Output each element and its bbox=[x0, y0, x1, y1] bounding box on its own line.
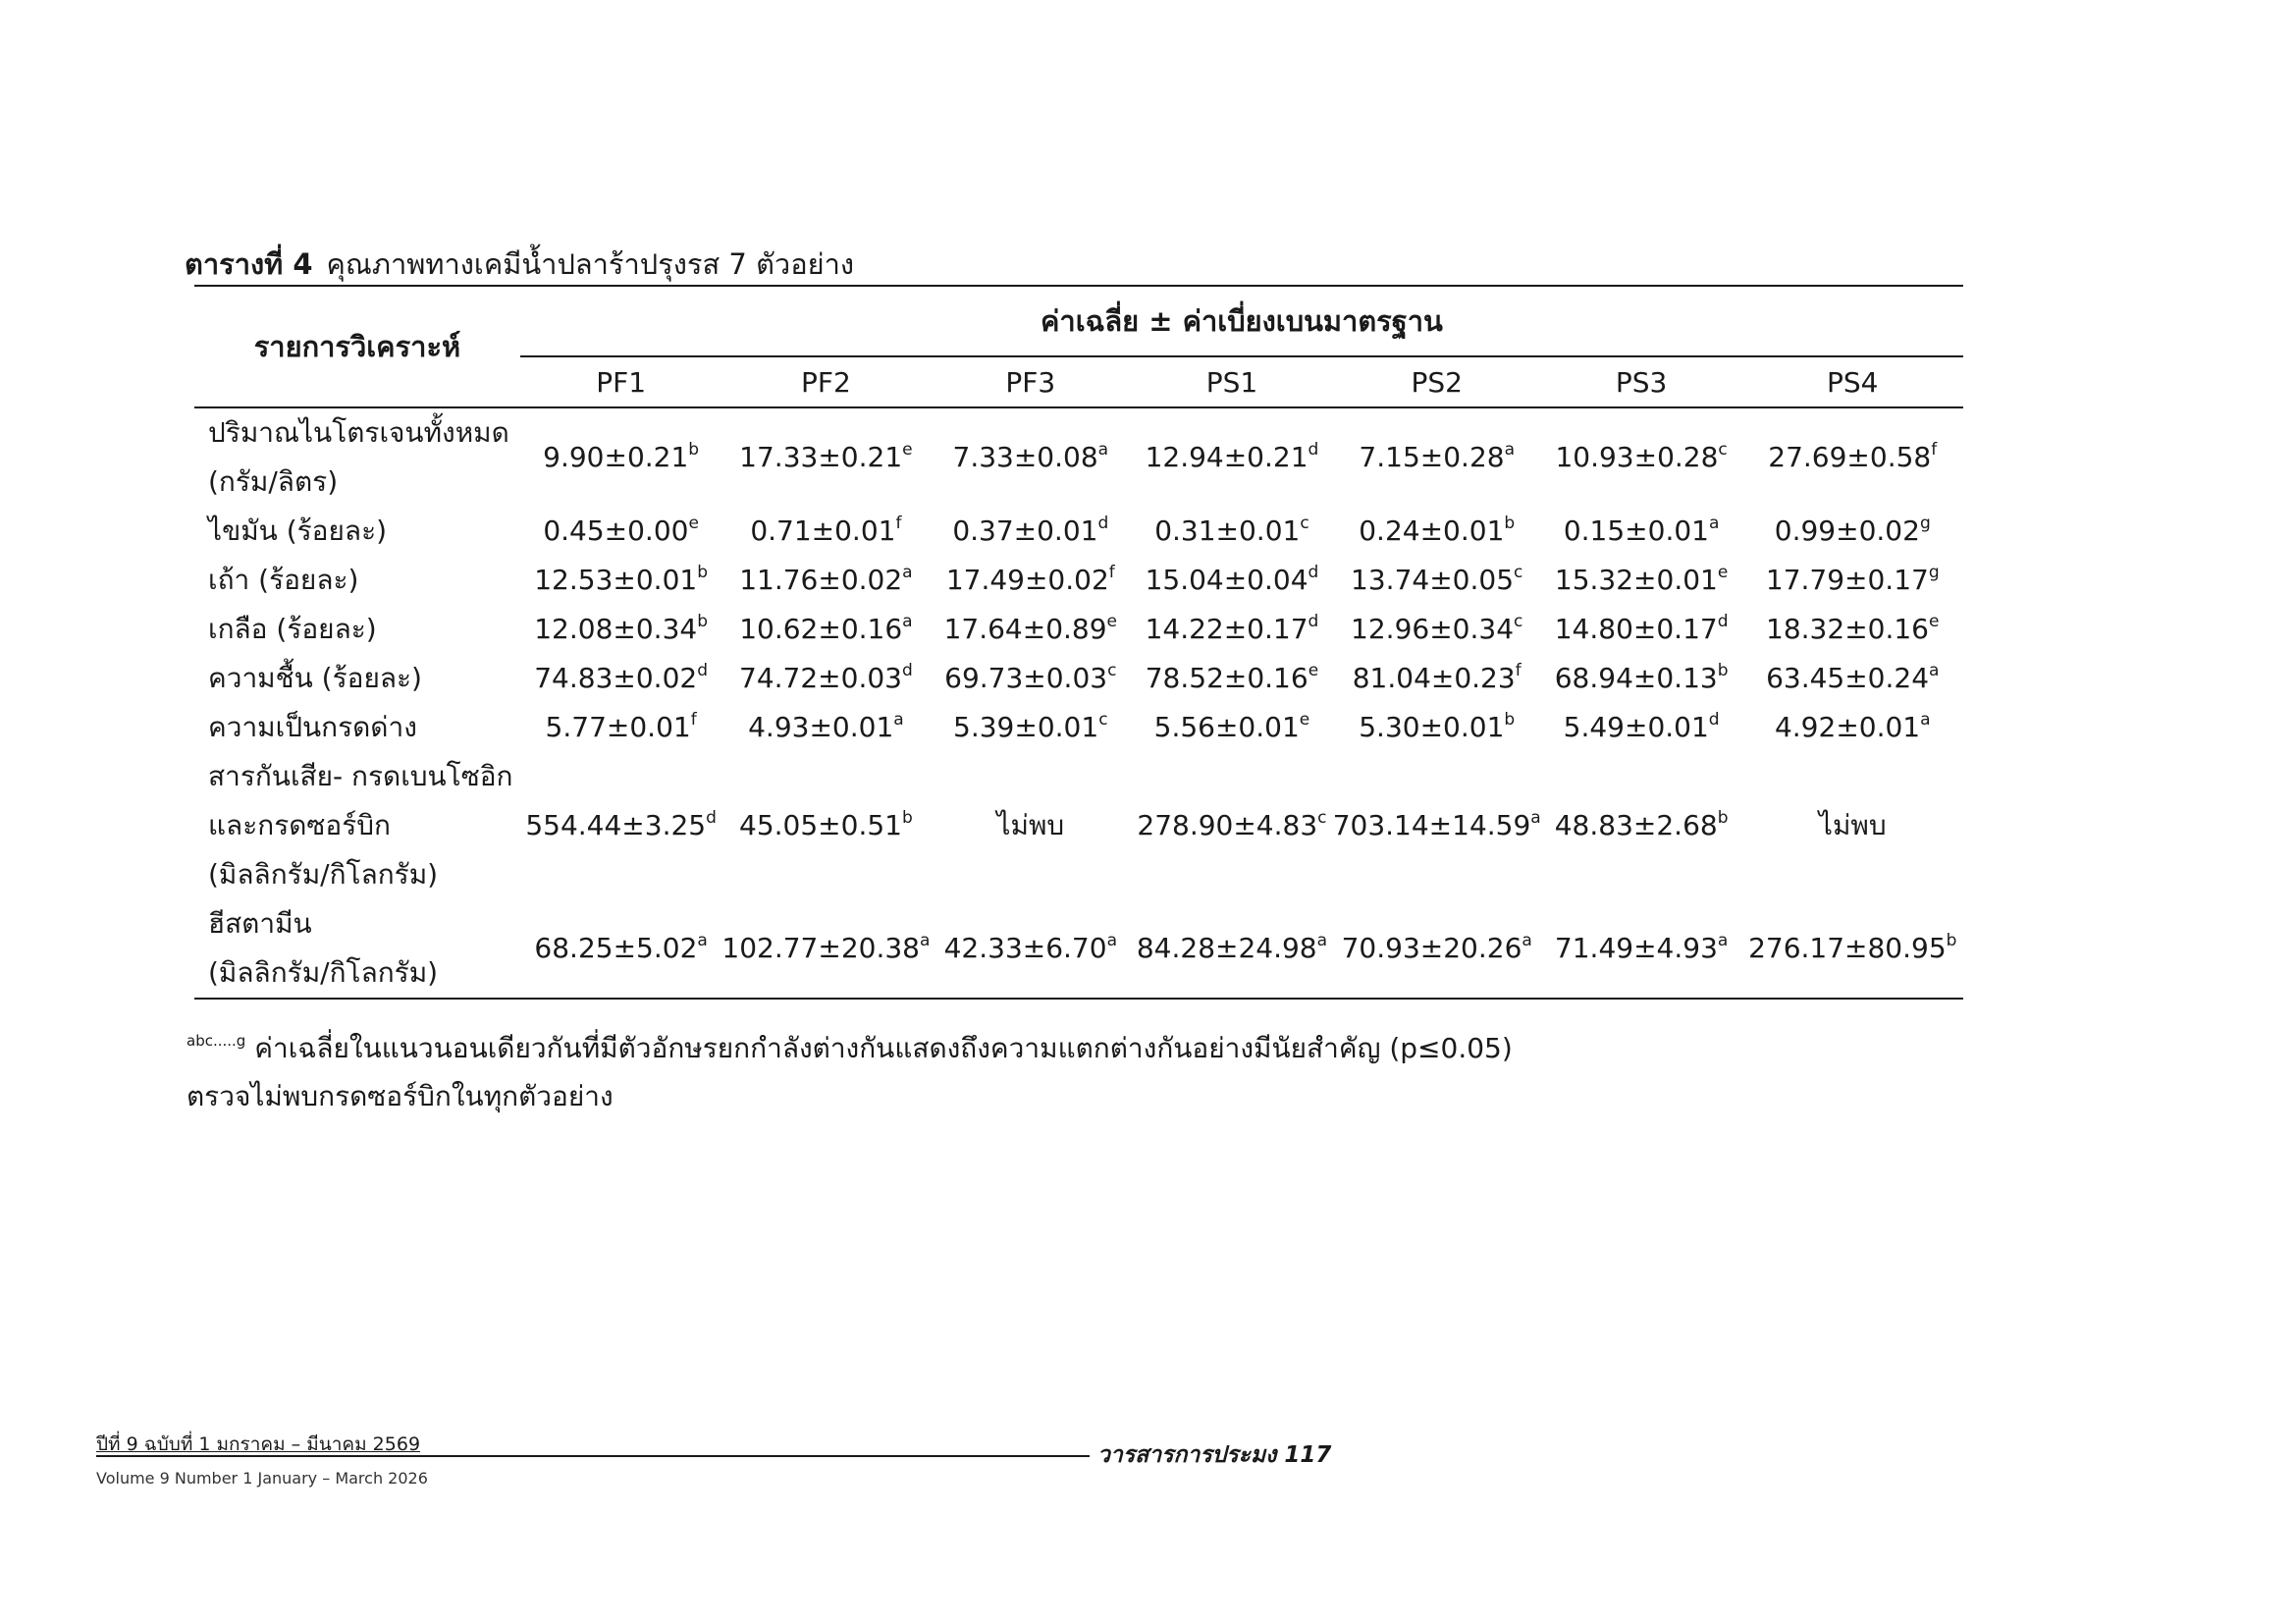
cell-ps2 bbox=[1333, 752, 1541, 899]
cell-value: 0.45±0.00 bbox=[543, 514, 689, 547]
cell-value: 84.28±24.98 bbox=[1136, 932, 1317, 964]
cell-pf2 bbox=[721, 407, 930, 507]
significance-letter: f bbox=[1931, 440, 1938, 460]
cell-ps2 bbox=[1333, 556, 1541, 605]
footer-issue bbox=[96, 1430, 428, 1488]
significance-letter: e bbox=[1106, 612, 1118, 631]
significance-letter: f bbox=[1515, 661, 1522, 680]
cell-ps4 bbox=[1742, 752, 1963, 899]
cell-ps4 bbox=[1742, 507, 1963, 556]
cell-value: 11.76±0.02 bbox=[739, 564, 903, 596]
column-header-pf1: PF1 bbox=[520, 356, 722, 407]
cell-ps2 bbox=[1333, 654, 1541, 703]
significance-letter: c bbox=[1107, 661, 1117, 680]
table-row bbox=[194, 605, 1963, 654]
significance-letter: b bbox=[697, 563, 708, 582]
cell-pf2 bbox=[721, 507, 930, 556]
footer-issue-english: Volume 9 Number 1 January – March 2026 bbox=[96, 1469, 428, 1488]
row-item-label bbox=[194, 605, 520, 654]
cell-pf1 bbox=[520, 605, 722, 654]
significance-letter: d bbox=[901, 661, 913, 680]
significance-letter: b bbox=[1946, 931, 1957, 950]
table-row bbox=[194, 703, 1963, 752]
cell-value: 7.33±0.08 bbox=[952, 441, 1098, 473]
cell-value: 0.31±0.01 bbox=[1154, 514, 1301, 547]
significance-letter: a bbox=[893, 710, 904, 730]
cell-ps3 bbox=[1541, 605, 1742, 654]
cell-value: ไม่พบ bbox=[996, 809, 1065, 841]
cell-value: 18.32±0.16 bbox=[1766, 613, 1929, 645]
significance-letter: d bbox=[1308, 563, 1319, 582]
cell-ps1 bbox=[1131, 407, 1333, 507]
cell-value: 14.22±0.17 bbox=[1145, 613, 1308, 645]
cell-pf3 bbox=[930, 899, 1131, 999]
cell-ps3 bbox=[1541, 703, 1742, 752]
cell-value: 42.33±6.70 bbox=[943, 932, 1107, 964]
footnote-text-1: ค่าเฉลี่ยในแนวนอนเดียวกันที่มีตัวอักษรยกกำลังต่างกันแสดงถึงความแตกต่างกันอย่างมีนัยสำคัญ (p≤0.05) bbox=[254, 1032, 1513, 1064]
row-item-label bbox=[194, 507, 520, 556]
row-item-line: เถ้า (ร้อยละ) bbox=[208, 564, 359, 596]
cell-value: 554.44±3.25 bbox=[525, 809, 707, 841]
table-label: ตารางที่ 4 bbox=[185, 247, 313, 281]
cell-ps3 bbox=[1541, 407, 1742, 507]
significance-letter: b bbox=[1504, 514, 1516, 533]
significance-letter: d bbox=[1708, 710, 1720, 730]
significance-letter: f bbox=[895, 514, 902, 533]
cell-ps4 bbox=[1742, 899, 1963, 999]
cell-value: 81.04±0.23 bbox=[1352, 662, 1516, 694]
cell-value: 0.71±0.01 bbox=[750, 514, 896, 547]
significance-letter: a bbox=[1920, 710, 1931, 730]
row-item-line: ไขมัน (ร้อยละ) bbox=[208, 514, 388, 547]
cell-value: 15.04±0.04 bbox=[1145, 564, 1308, 596]
cell-value: 12.94±0.21 bbox=[1145, 441, 1308, 473]
row-item-line: สารกันเสีย- กรดเบนโซอิก bbox=[208, 760, 513, 792]
significance-letter: a bbox=[697, 931, 708, 950]
significance-letter: f bbox=[690, 710, 697, 730]
cell-ps2 bbox=[1333, 605, 1541, 654]
cell-ps2 bbox=[1333, 507, 1541, 556]
significance-letter: g bbox=[1919, 514, 1931, 533]
cell-pf3 bbox=[930, 556, 1131, 605]
cell-value: 9.90±0.21 bbox=[543, 441, 689, 473]
cell-value: ไม่พบ bbox=[1818, 809, 1887, 841]
cell-value: 45.05±0.51 bbox=[739, 809, 902, 841]
row-item-line: (มิลลิกรัม/กิโลกรัม) bbox=[208, 956, 439, 989]
significance-letter: c bbox=[1718, 440, 1728, 460]
cell-value: 0.99±0.02 bbox=[1774, 514, 1920, 547]
cell-value: 68.25±5.02 bbox=[534, 932, 698, 964]
cell-ps1 bbox=[1131, 703, 1333, 752]
cell-pf1 bbox=[520, 507, 722, 556]
significance-letter: b bbox=[697, 612, 708, 631]
significance-letter: a bbox=[1097, 440, 1109, 460]
footer-journal-page: วารสารการประมง 117 bbox=[1097, 1442, 1332, 1468]
footnote-superscript: abc.....g bbox=[187, 1032, 246, 1050]
cell-pf3 bbox=[930, 654, 1131, 703]
significance-letter: b bbox=[1717, 808, 1729, 828]
cell-value: 4.93±0.01 bbox=[748, 711, 894, 743]
row-item-label bbox=[194, 899, 520, 999]
cell-value: 17.33±0.21 bbox=[739, 441, 903, 473]
cell-value: 78.52±0.16 bbox=[1145, 662, 1308, 694]
cell-value: 13.74±0.05 bbox=[1351, 564, 1515, 596]
significance-letter: g bbox=[1928, 563, 1940, 582]
significance-letter: c bbox=[1098, 710, 1108, 730]
cell-ps3 bbox=[1541, 752, 1742, 899]
cell-value: 74.72±0.03 bbox=[739, 662, 902, 694]
footnote-significance bbox=[187, 1027, 1513, 1070]
cell-pf2 bbox=[721, 752, 930, 899]
significance-letter: d bbox=[1097, 514, 1109, 533]
cell-value: 17.79±0.17 bbox=[1765, 564, 1929, 596]
cell-ps2 bbox=[1333, 703, 1541, 752]
significance-letter: b bbox=[1504, 710, 1516, 730]
footer-issue-thai: ปีที่ 9 ฉบับที่ 1 มกราคม – มีนาคม 2569 bbox=[96, 1434, 421, 1455]
significance-letter: a bbox=[902, 612, 913, 631]
cell-value: 74.83±0.02 bbox=[534, 662, 698, 694]
significance-letter: b bbox=[688, 440, 700, 460]
row-item-line: ความชื้น (ร้อยละ) bbox=[208, 662, 422, 694]
column-header-ps3: PS3 bbox=[1541, 356, 1742, 407]
significance-letter: f bbox=[1108, 563, 1115, 582]
column-header-ps1: PS1 bbox=[1131, 356, 1333, 407]
row-item-label bbox=[194, 703, 520, 752]
cell-pf1 bbox=[520, 703, 722, 752]
cell-value: 12.96±0.34 bbox=[1351, 613, 1515, 645]
row-item-line: และกรดซอร์บิก bbox=[208, 809, 392, 841]
cell-ps3 bbox=[1541, 654, 1742, 703]
cell-ps1 bbox=[1131, 899, 1333, 999]
cell-value: 69.73±0.03 bbox=[944, 662, 1108, 694]
cell-pf2 bbox=[721, 556, 930, 605]
table-row bbox=[194, 507, 1963, 556]
significance-letter: d bbox=[1717, 612, 1729, 631]
cell-pf3 bbox=[930, 605, 1131, 654]
cell-ps1 bbox=[1131, 752, 1333, 899]
significance-letter: e bbox=[1717, 563, 1729, 582]
cell-value: 27.69±0.58 bbox=[1768, 441, 1932, 473]
item-column-header: รายการวิเคราะห์ bbox=[194, 286, 520, 407]
cell-ps3 bbox=[1541, 899, 1742, 999]
cell-value: 12.53±0.01 bbox=[534, 564, 698, 596]
significance-letter: c bbox=[1514, 563, 1523, 582]
cell-value: 0.24±0.01 bbox=[1359, 514, 1505, 547]
cell-pf3 bbox=[930, 407, 1131, 507]
cell-value: 12.08±0.34 bbox=[534, 613, 698, 645]
cell-value: 0.37±0.01 bbox=[952, 514, 1098, 547]
cell-value: 5.30±0.01 bbox=[1359, 711, 1505, 743]
table-caption bbox=[185, 242, 854, 287]
cell-ps4 bbox=[1742, 654, 1963, 703]
significance-letter: a bbox=[1504, 440, 1515, 460]
cell-ps1 bbox=[1131, 605, 1333, 654]
significance-letter: d bbox=[1308, 612, 1319, 631]
cell-value: 17.49±0.02 bbox=[945, 564, 1109, 596]
cell-ps4 bbox=[1742, 605, 1963, 654]
row-item-line: ความเป็นกรดด่าง bbox=[208, 711, 417, 743]
cell-ps4 bbox=[1742, 703, 1963, 752]
cell-value: 48.83±2.68 bbox=[1554, 809, 1718, 841]
table-row bbox=[194, 556, 1963, 605]
cell-ps3 bbox=[1541, 507, 1742, 556]
significance-letter: c bbox=[1317, 808, 1327, 828]
cell-value: 703.14±14.59 bbox=[1332, 809, 1531, 841]
significance-letter: d bbox=[706, 808, 717, 828]
significance-letter: a bbox=[1708, 514, 1720, 533]
significance-letter: c bbox=[1514, 612, 1523, 631]
table-row bbox=[194, 407, 1963, 507]
cell-pf1 bbox=[520, 407, 722, 507]
footer-rule bbox=[96, 1455, 1090, 1457]
column-header-ps2: PS2 bbox=[1333, 356, 1541, 407]
significance-letter: e bbox=[1308, 661, 1319, 680]
significance-letter: b bbox=[901, 808, 913, 828]
significance-letter: e bbox=[902, 440, 913, 460]
cell-ps1 bbox=[1131, 507, 1333, 556]
cell-value: 10.93±0.28 bbox=[1555, 441, 1719, 473]
significance-letter: a bbox=[1530, 808, 1541, 828]
cell-value: 278.90±4.83 bbox=[1137, 809, 1318, 841]
cell-ps1 bbox=[1131, 556, 1333, 605]
cell-value: 5.77±0.01 bbox=[545, 711, 691, 743]
cell-pf3 bbox=[930, 703, 1131, 752]
significance-letter: a bbox=[919, 931, 931, 950]
row-item-label bbox=[194, 556, 520, 605]
cell-ps4 bbox=[1742, 556, 1963, 605]
cell-pf1 bbox=[520, 556, 722, 605]
cell-value: 14.80±0.17 bbox=[1554, 613, 1718, 645]
column-header-pf2: PF2 bbox=[721, 356, 930, 407]
cell-pf1 bbox=[520, 899, 722, 999]
significance-letter: a bbox=[902, 563, 913, 582]
significance-letter: e bbox=[1929, 612, 1940, 631]
mean-sd-group-header: ค่าเฉลี่ย ± ค่าเบี่ยงเบนมาตรฐาน bbox=[520, 286, 1963, 356]
significance-letter: a bbox=[1522, 931, 1532, 950]
column-header-ps4: PS4 bbox=[1742, 356, 1963, 407]
cell-pf2 bbox=[721, 654, 930, 703]
cell-pf2 bbox=[721, 605, 930, 654]
cell-ps4 bbox=[1742, 407, 1963, 507]
row-item-line: (มิลลิกรัม/กิโลกรัม) bbox=[208, 858, 439, 891]
cell-value: 102.77±20.38 bbox=[721, 932, 920, 964]
cell-pf2 bbox=[721, 899, 930, 999]
significance-letter: e bbox=[1299, 710, 1310, 730]
cell-ps1 bbox=[1131, 654, 1333, 703]
row-item-line: (กรัม/ลิตร) bbox=[208, 465, 339, 498]
significance-letter: c bbox=[1300, 514, 1309, 533]
significance-letter: a bbox=[1717, 931, 1729, 950]
table-row bbox=[194, 899, 1963, 999]
cell-ps2 bbox=[1333, 407, 1541, 507]
cell-pf3 bbox=[930, 752, 1131, 899]
significance-letter: b bbox=[1717, 661, 1729, 680]
cell-value: 276.17±80.95 bbox=[1748, 932, 1947, 964]
row-item-line: ฮีสตามีน bbox=[208, 907, 312, 940]
cell-pf1 bbox=[520, 752, 722, 899]
row-item-label bbox=[194, 407, 520, 507]
cell-pf1 bbox=[520, 654, 722, 703]
cell-value: 17.64±0.89 bbox=[943, 613, 1107, 645]
row-item-line: ปริมาณไนโตรเจนทั้งหมด bbox=[208, 416, 509, 449]
table-title: คุณภาพทางเคมีน้ำปลาร้าปรุงรส 7 ตัวอย่าง bbox=[326, 247, 855, 281]
table-body bbox=[194, 407, 1963, 999]
chemical-quality-table bbox=[194, 285, 1963, 1000]
row-item-label bbox=[194, 752, 520, 899]
table-row bbox=[194, 752, 1963, 899]
cell-value: 7.15±0.28 bbox=[1359, 441, 1505, 473]
table-row bbox=[194, 654, 1963, 703]
cell-value: 71.49±4.93 bbox=[1554, 932, 1718, 964]
cell-value: 15.32±0.01 bbox=[1554, 564, 1718, 596]
cell-pf3 bbox=[930, 507, 1131, 556]
row-item-label bbox=[194, 654, 520, 703]
significance-letter: e bbox=[688, 514, 699, 533]
cell-value: 5.49±0.01 bbox=[1563, 711, 1709, 743]
cell-value: 5.56±0.01 bbox=[1153, 711, 1300, 743]
cell-ps2 bbox=[1333, 899, 1541, 999]
cell-value: 70.93±20.26 bbox=[1341, 932, 1522, 964]
footnote-sorbic: ตรวจไม่พบกรดซอร์บิกในทุกตัวอย่าง bbox=[187, 1080, 614, 1112]
significance-letter: d bbox=[697, 661, 708, 680]
cell-pf2 bbox=[721, 703, 930, 752]
cell-value: 0.15±0.01 bbox=[1563, 514, 1709, 547]
significance-letter: a bbox=[1929, 661, 1940, 680]
cell-value: 63.45±0.24 bbox=[1766, 662, 1930, 694]
cell-ps3 bbox=[1541, 556, 1742, 605]
row-item-line: เกลือ (ร้อยละ) bbox=[208, 613, 377, 645]
cell-value: 68.94±0.13 bbox=[1554, 662, 1718, 694]
significance-letter: a bbox=[1106, 931, 1117, 950]
cell-value: 4.92±0.01 bbox=[1774, 711, 1921, 743]
cell-value: 10.62±0.16 bbox=[739, 613, 903, 645]
significance-letter: a bbox=[1316, 931, 1328, 950]
significance-letter: d bbox=[1308, 440, 1319, 460]
cell-value: 5.39±0.01 bbox=[953, 711, 1099, 743]
column-header-pf3: PF3 bbox=[930, 356, 1131, 407]
